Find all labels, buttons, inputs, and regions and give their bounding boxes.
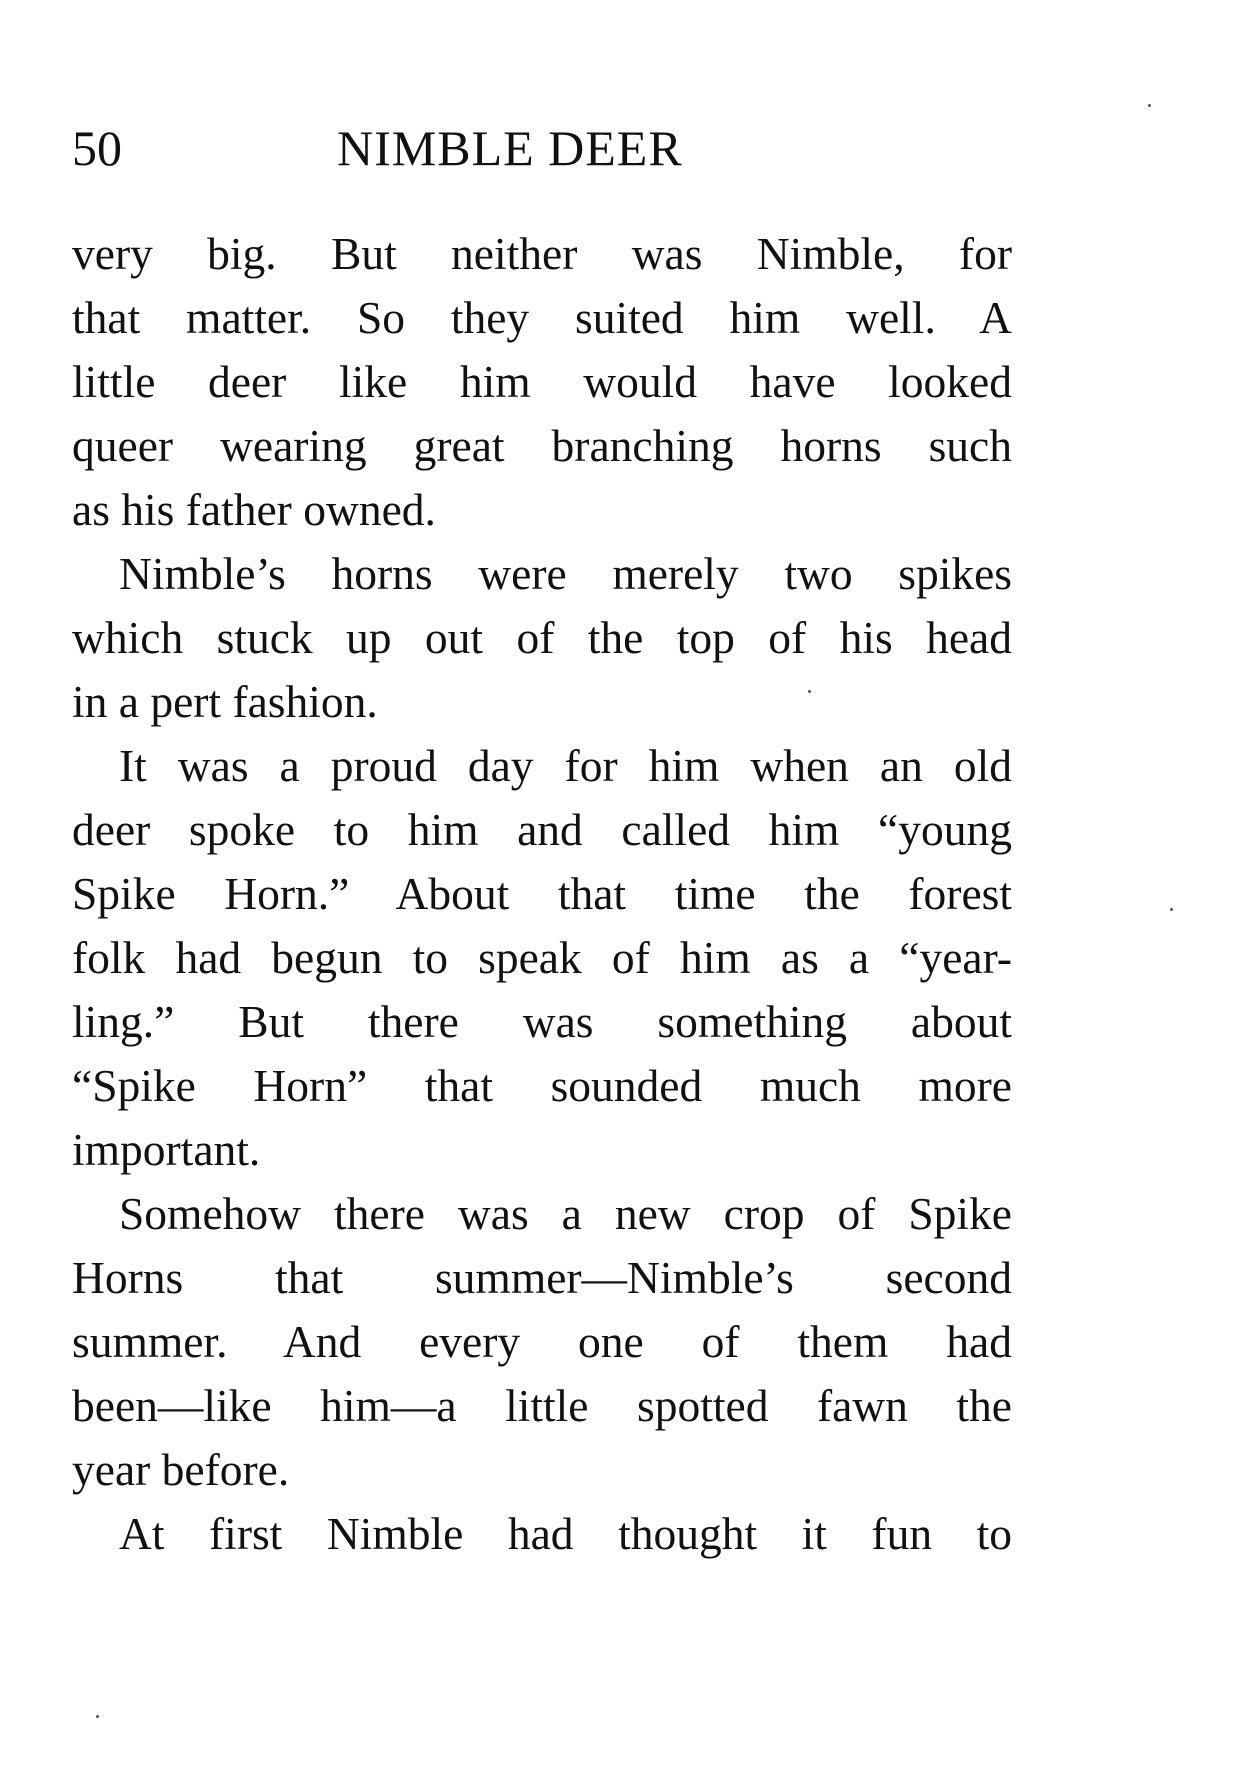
text-line: folk had begun to speak of him as a “year- (72, 932, 1012, 983)
text-line: little deer like him would have looked (72, 356, 1012, 407)
text-line: which stuck up out of the top of his head (72, 612, 1012, 663)
text-line: “Spike Horn” that sounded much more (72, 1060, 1012, 1111)
scan-speck (1148, 104, 1151, 107)
text-line: Nimble’s horns were merely two spikes (119, 548, 1012, 599)
text-line: Spike Horn.” About that time the forest (72, 868, 1012, 919)
text-line: that matter. So they suited him well. A (72, 292, 1012, 343)
paragraph-4 (72, 1182, 1012, 1502)
paragraph-3 (72, 734, 1012, 1182)
paragraph-5 (72, 1502, 1012, 1566)
text-line: in a pert fashion. (72, 676, 378, 727)
text-line: queer wearing great branching horns such (72, 420, 1012, 471)
page-number: 50 (72, 120, 122, 176)
paragraph-2 (72, 542, 1012, 734)
text-line: very big. But neither was Nimble, for (72, 228, 1012, 279)
text-line: as his father owned. (72, 484, 436, 535)
text-line: ling.” But there was something about (72, 996, 1012, 1047)
text-line: important. (72, 1124, 261, 1175)
text-line: It was a proud day for him when an old (119, 740, 1012, 791)
text-line: At first Nimble had thought it fun to (119, 1508, 1012, 1559)
paragraph-1 (72, 222, 1012, 542)
scan-speck (1170, 908, 1173, 911)
text-line: been—like him—a little spotted fawn the (72, 1380, 1012, 1431)
text-line: year before. (72, 1444, 290, 1495)
running-head (72, 118, 1012, 178)
text-line: deer spoke to him and called him “young (72, 804, 1012, 855)
text-line: summer. And every one of them had (72, 1316, 1012, 1367)
text-line: Horns that summer—Nimble’s second (72, 1252, 1012, 1303)
book-title: NIMBLE DEER (337, 120, 683, 176)
body-text (72, 222, 1012, 1566)
scan-speck (808, 690, 811, 693)
scan-speck (96, 1715, 99, 1718)
text-line: Somehow there was a new crop of Spike (119, 1188, 1012, 1239)
